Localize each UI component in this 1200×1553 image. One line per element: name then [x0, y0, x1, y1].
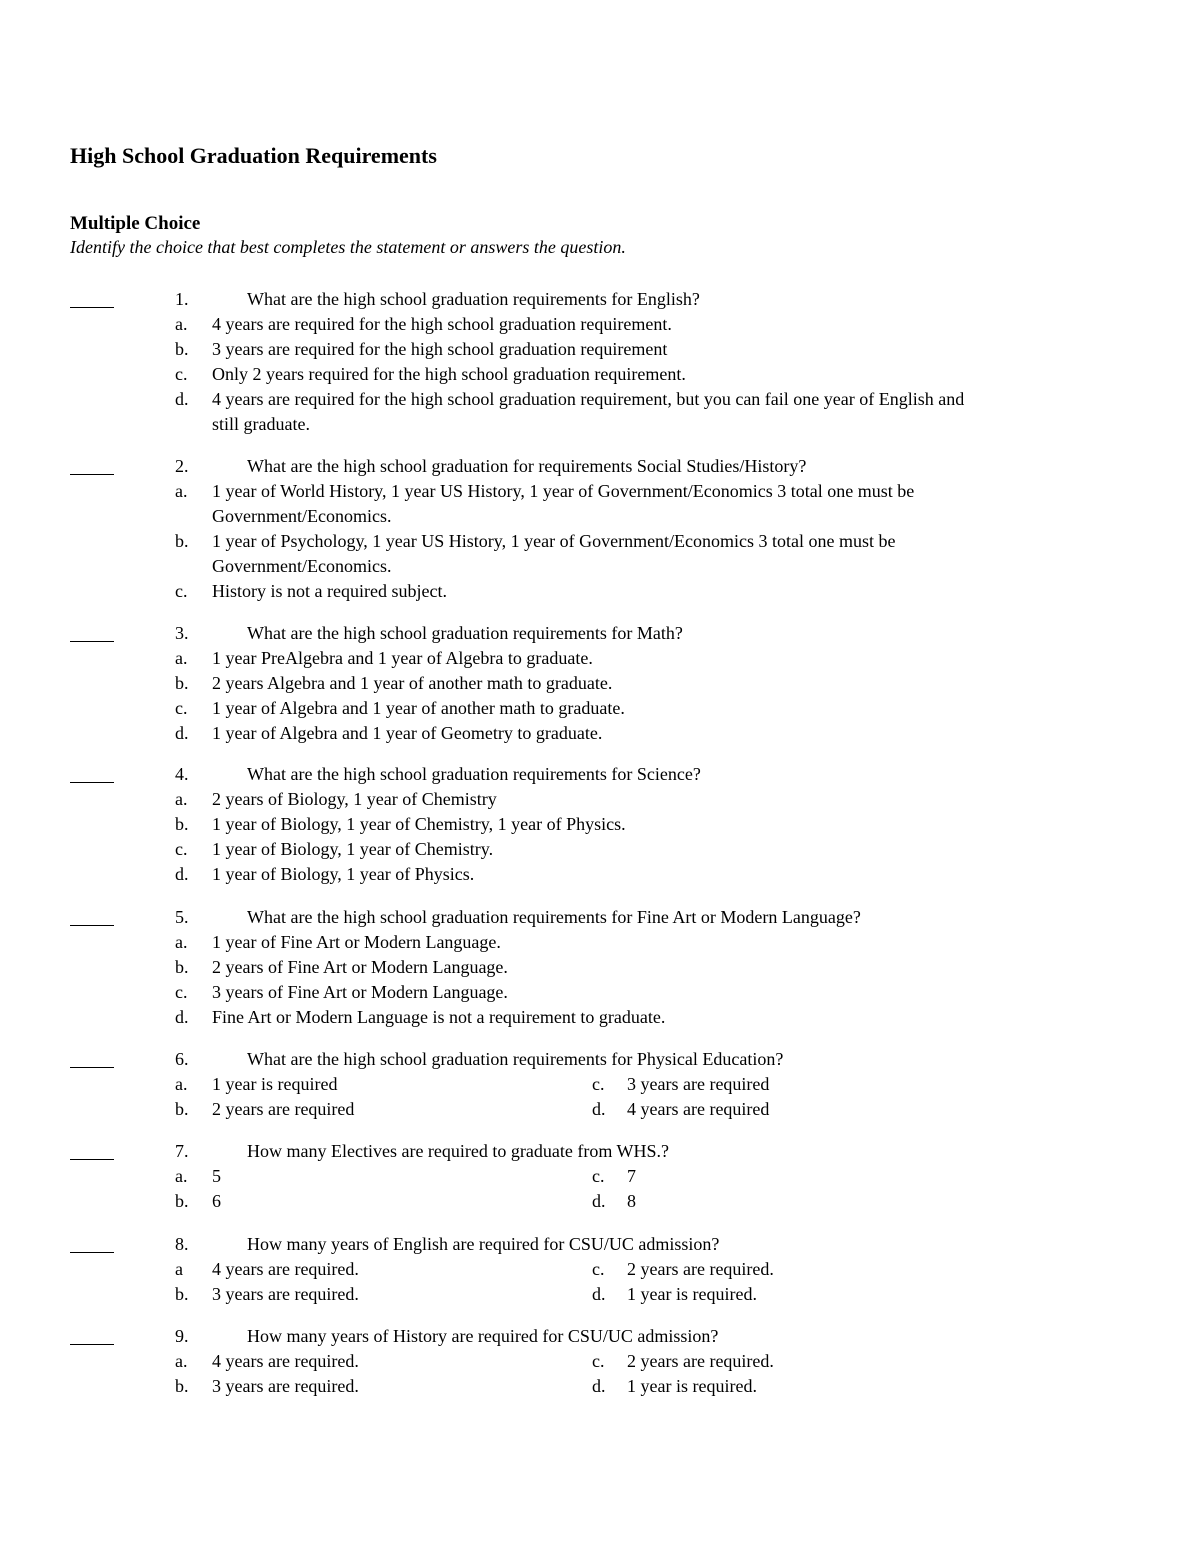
question-number: 2. — [175, 456, 189, 476]
option-c — [0, 837, 1200, 862]
question-text: What are the high school graduation for requirements Social Studies/History? — [247, 456, 807, 476]
answer-blank[interactable] — [70, 1067, 114, 1068]
question-1 — [0, 287, 1200, 437]
option-a — [0, 930, 1200, 955]
option-d — [0, 387, 1200, 437]
option-letter: a. — [175, 481, 188, 501]
option-text: 3 years are required for the high school graduation requirement — [212, 339, 668, 359]
option-letter: c. — [175, 982, 188, 1002]
option-letter: d. — [592, 1376, 606, 1396]
section-instructions: Identify the choice that best completes the statement or answers the question. — [70, 237, 626, 257]
question-number: 5. — [175, 907, 189, 927]
option-text: 1 year is required — [212, 1074, 338, 1094]
option-text: 1 year of Algebra and 1 year of another math to graduate. — [212, 698, 625, 718]
option-text: 1 year of Algebra and 1 year of Geometry to graduate. — [212, 723, 603, 743]
option-d — [0, 721, 1200, 746]
option-row — [0, 1374, 1200, 1399]
option-text: 2 years are required. — [627, 1351, 774, 1371]
option-text: 2 years of Biology, 1 year of Chemistry — [212, 789, 497, 809]
option-text: 1 year of Fine Art or Modern Language. — [212, 932, 501, 952]
option-letter: c. — [175, 839, 188, 859]
question-4 — [0, 762, 1200, 887]
option-text: 3 years are required. — [212, 1376, 359, 1396]
question-text: How many years of History are required for CSU/UC admission? — [247, 1326, 719, 1346]
answer-blank[interactable] — [70, 1252, 114, 1253]
option-c — [0, 980, 1200, 1005]
question-number: 3. — [175, 623, 189, 643]
option-letter: a. — [175, 1166, 188, 1186]
option-letter: a. — [175, 648, 188, 668]
question-number: 4. — [175, 764, 189, 784]
option-letter: a. — [175, 789, 188, 809]
option-text: 4 years are required — [627, 1099, 770, 1119]
question-7 — [0, 1139, 1200, 1214]
option-text: 1 year of Psychology, 1 year US History, 1 year of Government/Economics 3 total one must be Government/Economics. — [212, 531, 896, 576]
option-text: 1 year of Biology, 1 year of Chemistry, 1 year of Physics. — [212, 814, 626, 834]
question-3 — [0, 621, 1200, 746]
option-text: 5 — [212, 1166, 221, 1186]
option-text: 4 years are required for the high school graduation requirement, but you can fail one year of English and still graduate. — [212, 389, 965, 434]
option-d — [0, 862, 1200, 887]
option-text: 6 — [212, 1191, 221, 1211]
answer-blank[interactable] — [70, 782, 114, 783]
option-text: 4 years are required. — [212, 1351, 359, 1371]
option-letter: b. — [175, 531, 189, 551]
option-text: Fine Art or Modern Language is not a requirement to graduate. — [212, 1007, 666, 1027]
option-letter: a — [175, 1259, 183, 1279]
question-5 — [0, 905, 1200, 1030]
question-text: How many years of English are required for CSU/UC admission? — [247, 1234, 720, 1254]
question-text: What are the high school graduation requirements for Math? — [247, 623, 683, 643]
option-row — [0, 1097, 1200, 1122]
question-number: 9. — [175, 1326, 189, 1346]
option-letter: a. — [175, 1351, 188, 1371]
option-row — [0, 1349, 1200, 1374]
option-b — [0, 812, 1200, 837]
option-text: 1 year of Biology, 1 year of Physics. — [212, 864, 475, 884]
option-letter: b. — [175, 957, 189, 977]
option-text: 2 years are required — [212, 1099, 355, 1119]
option-letter: c. — [175, 364, 188, 384]
answer-blank[interactable] — [70, 1159, 114, 1160]
option-text: 4 years are required. — [212, 1259, 359, 1279]
question-text: What are the high school graduation requirements for Fine Art or Modern Language? — [247, 907, 861, 927]
option-text: History is not a required subject. — [212, 581, 447, 601]
option-text: 3 years of Fine Art or Modern Language. — [212, 982, 508, 1002]
question-text: How many Electives are required to graduate from WHS.? — [247, 1141, 670, 1161]
option-text: 3 years are required. — [212, 1284, 359, 1304]
option-letter: c. — [592, 1351, 605, 1371]
question-2 — [0, 454, 1200, 604]
option-text: 1 year PreAlgebra and 1 year of Algebra to graduate. — [212, 648, 593, 668]
option-a — [0, 787, 1200, 812]
option-d — [0, 1005, 1200, 1030]
option-text: 2 years are required. — [627, 1259, 774, 1279]
option-text: 3 years are required — [627, 1074, 770, 1094]
answer-blank[interactable] — [70, 1344, 114, 1345]
option-b — [0, 529, 1200, 579]
answer-blank[interactable] — [70, 641, 114, 642]
option-letter: d. — [592, 1284, 606, 1304]
answer-blank[interactable] — [70, 307, 114, 308]
option-letter: b. — [175, 673, 189, 693]
answer-blank[interactable] — [70, 474, 114, 475]
option-a — [0, 646, 1200, 671]
option-letter: b. — [175, 1376, 189, 1396]
question-9 — [0, 1324, 1200, 1399]
option-letter: c. — [175, 698, 188, 718]
option-text: 4 years are required for the high school graduation requirement. — [212, 314, 672, 334]
option-letter: a. — [175, 1074, 188, 1094]
answer-blank[interactable] — [70, 925, 114, 926]
option-letter: c. — [175, 581, 188, 601]
question-8 — [0, 1232, 1200, 1307]
option-letter: c. — [592, 1074, 605, 1094]
question-number: 8. — [175, 1234, 189, 1254]
document-title: High School Graduation Requirements — [70, 143, 437, 168]
option-letter: d. — [175, 389, 189, 409]
question-text: What are the high school graduation requirements for English? — [247, 289, 700, 309]
question-number: 7. — [175, 1141, 189, 1161]
option-letter: d. — [175, 864, 189, 884]
option-letter: a. — [175, 314, 188, 334]
option-c — [0, 696, 1200, 721]
option-letter: c. — [592, 1259, 605, 1279]
question-6 — [0, 1047, 1200, 1122]
option-a — [0, 479, 1200, 529]
option-letter: b. — [175, 1191, 189, 1211]
option-text: Only 2 years required for the high school graduation requirement. — [212, 364, 686, 384]
option-letter: d. — [592, 1099, 606, 1119]
option-text: 7 — [627, 1166, 636, 1186]
option-c — [0, 579, 1200, 604]
option-letter: b. — [175, 1099, 189, 1119]
option-text: 1 year is required. — [627, 1376, 757, 1396]
option-b — [0, 671, 1200, 696]
option-row — [0, 1189, 1200, 1214]
option-text: 1 year of Biology, 1 year of Chemistry. — [212, 839, 494, 859]
option-letter: b. — [175, 1284, 189, 1304]
option-letter: b. — [175, 339, 189, 359]
option-letter: a. — [175, 932, 188, 952]
option-letter: d. — [175, 1007, 189, 1027]
option-letter: d. — [592, 1191, 606, 1211]
option-row — [0, 1257, 1200, 1282]
option-text: 1 year of World History, 1 year US History, 1 year of Government/Economics 3 total one must be Government/Economics. — [212, 481, 915, 526]
option-b — [0, 955, 1200, 980]
option-b — [0, 337, 1200, 362]
option-text: 2 years of Fine Art or Modern Language. — [212, 957, 508, 977]
option-letter: d. — [175, 723, 189, 743]
option-letter: b. — [175, 814, 189, 834]
option-c — [0, 362, 1200, 387]
option-row — [0, 1282, 1200, 1307]
option-text: 2 years Algebra and 1 year of another math to graduate. — [212, 673, 613, 693]
option-text: 8 — [627, 1191, 636, 1211]
question-number: 6. — [175, 1049, 189, 1069]
question-text: What are the high school graduation requirements for Physical Education? — [247, 1049, 784, 1069]
section-title: Multiple Choice — [70, 213, 201, 234]
option-letter: c. — [592, 1166, 605, 1186]
question-number: 1. — [175, 289, 189, 309]
option-a — [0, 312, 1200, 337]
option-row — [0, 1164, 1200, 1189]
option-row — [0, 1072, 1200, 1097]
question-text: What are the high school graduation requirements for Science? — [247, 764, 701, 784]
option-text: 1 year is required. — [627, 1284, 757, 1304]
